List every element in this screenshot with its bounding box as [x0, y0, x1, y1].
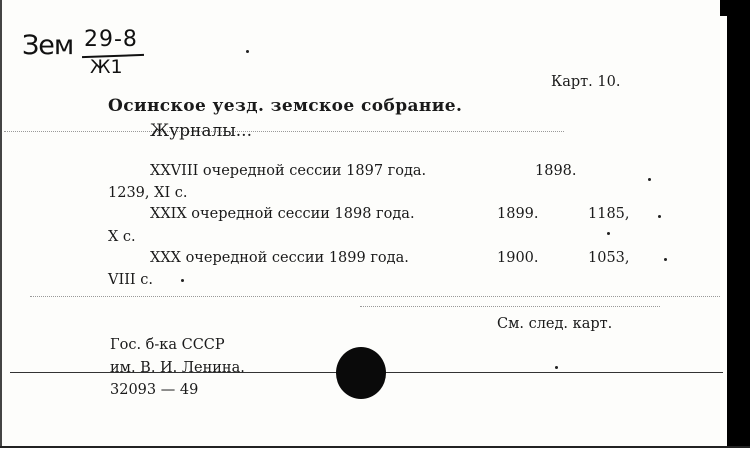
card-subheading: Журналы...	[150, 121, 252, 141]
scan-speck	[607, 232, 610, 235]
scan-speck	[664, 258, 667, 261]
entry-title: XXX очередной сессии 1899 года.	[150, 250, 409, 266]
scan-speck	[555, 366, 558, 369]
card-bottom-edge	[0, 446, 750, 463]
scan-noise-line	[4, 131, 564, 132]
scan-speck	[658, 215, 661, 218]
card-left-edge	[0, 0, 2, 461]
card-heading: Осинское уезд. земское собрание.	[108, 96, 463, 116]
shelfmark-denominator: Ж1	[90, 56, 123, 78]
entry-year: 1900.	[497, 250, 539, 266]
entry-year: 1898.	[535, 163, 577, 179]
library-dedication: им. В. И. Ленина.	[110, 360, 245, 376]
library-name: Гос. б-ка СССР	[110, 337, 225, 353]
punch-hole	[336, 347, 386, 399]
scan-noise-line	[360, 306, 660, 307]
entry-pages: VIII с.	[108, 272, 153, 288]
scan-speck	[246, 50, 249, 53]
entry-pages: X с.	[108, 229, 136, 245]
scan-noise-line	[30, 296, 720, 297]
entry-number: 1185,	[588, 206, 630, 222]
entry-title: XXIX очередной сессии 1898 года.	[150, 206, 415, 222]
library-accession-number: 32093 — 49	[110, 382, 199, 398]
scan-speck	[648, 178, 651, 181]
entry-number: 1053,	[588, 250, 630, 266]
entry-title: XXVIII очередной сессии 1897 года.	[150, 163, 427, 179]
shelfmark-numerator: 29-8	[84, 27, 138, 52]
see-next-card: См. след. карт.	[497, 316, 613, 332]
shelfmark-prefix: Зем	[22, 30, 74, 61]
scan-speck	[181, 279, 184, 282]
card-number: Карт. 10.	[551, 74, 621, 90]
entry-pages: 1239, XI с.	[108, 185, 188, 201]
card-right-edge	[727, 14, 750, 461]
entry-year: 1899.	[497, 206, 539, 222]
